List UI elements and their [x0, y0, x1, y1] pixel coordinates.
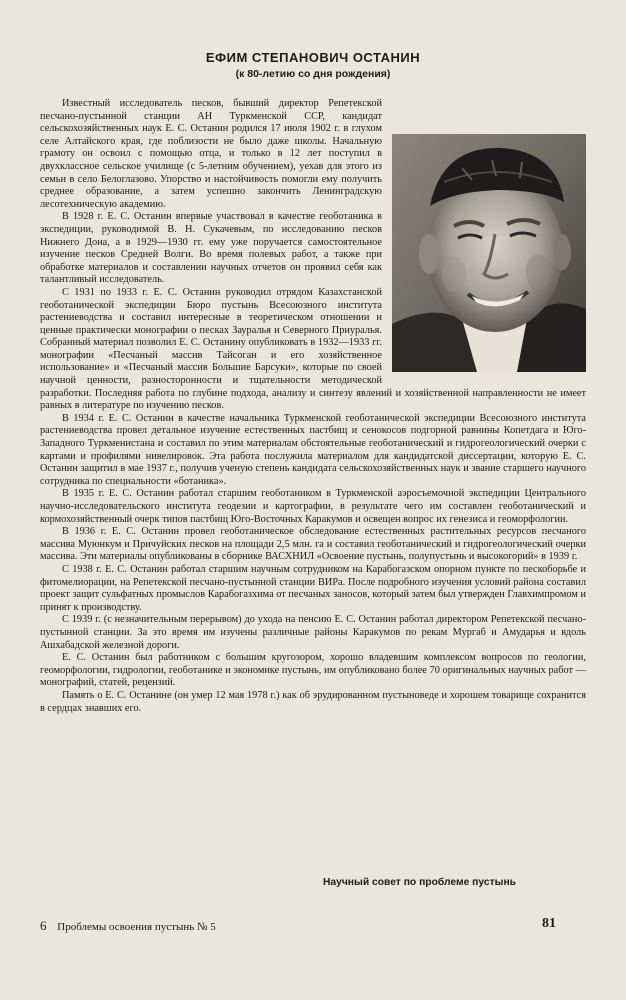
paragraph-9: Е. С. Останин был работником с большим кругозором, хорошо владевшим комплексом вопросов по геологии, геоморфологии, гидрологии, геоботанике и экономике пустынь, им опубликовано более 70 оригинальных научных работ — монографий, статей, рецензий.: [40, 652, 586, 689]
paragraph-5: В 1935 г. Е. С. Останин работал старшим геоботаником в Туркменской аэросъемочной экспедиции Центрального научно-исследовательского института геодезии и картографии, в результате чего им составлен геоботанический и кормохозяйственный очерк типов пастбищ Юго-Восточных Каракумов и освещен вопрос их генезиса и геоморфологии.: [40, 488, 586, 525]
article-body: [40, 98, 586, 715]
article-title: ЕФИМ СТЕПАНОВИЧ ОСТАНИН: [205, 50, 421, 65]
paragraph-2: В 1928 г. Е. С. Останин впервые участвовал в качестве геоботаника в экспедиции, руководимой В. Н. Сукачевым, по исследованию песков Нижнего Дона, а в 1929—1930 гг. ему уже поручается самостоятельное изучение песков Средней Волги. Во время полевых работ, а также при обработке материалов и составлении научных отчетов он проявил себя как талантливый исследователь.: [40, 211, 382, 286]
journal-name: Проблемы освоения пустынь № 5: [57, 921, 216, 933]
paragraph-10: Память о Е. С. Останине (он умер 12 мая 1978 г.) как об эрудированном пустыноведе и хорошем товарище сохранится в сердцах знавших его.: [40, 689, 586, 714]
portrait-image: [392, 134, 586, 372]
footer-journal: [40, 918, 216, 934]
signature-council: Научный совет по проблеме пустынь: [322, 877, 516, 888]
page-number: 81: [542, 916, 556, 931]
portrait-photo: [392, 134, 586, 372]
paragraph-8: С 1939 г. (с незначительным перерывом) до ухода на пенсию Е. С. Останин работал директором Репетекской песчано-пустынной станции. За это время им изучены различные районы Каракумов по рекам Мургаб и Амударья и вдоль Ашхабадской железной дороги.: [40, 614, 586, 651]
paragraph-6: В 1936 г. Е. С. Останин провел геоботаническое обследование естественных растительных ресурсов песчаного массива Муюнкум и Причуйских песков на площади 2,5 млн. га и составил геоботанический и гидрогеологический очерки массива. Эти материалы опубликованы в сборнике ВАСХНИЛ «Освоение пустынь, полупустынь и высокогорий» в 1939 г.: [40, 526, 586, 563]
paragraph-3: С 1931 по 1933 г. Е. С. Останин руководил отрядом Казахстанской геоботанической экспедиции Бюро пустынь Всесоюзного института растениеводства и составил интересные в теоретическом отношении и ценные практически монографии о песках Зауралья и Северного Приуралья. Собранный материал позволил Е. С. Останину опубликовать в 1932—1933 гг. монографии «Песчаный массив Тайсоган и его хозяйственное использование» и «Песчаный массив Большие Барсуки», которые по своей научной ценности, разносторонности и тщательности методической разработки. Последняя работа по глубине подхода, анализу и синтезу явлений и хозяйственной направленности не имеет равных в литературе по изучению песков.: [40, 286, 586, 412]
signature-mark: 6: [40, 918, 47, 933]
article-subtitle: (к 80-летию со дня рождения): [235, 68, 391, 80]
paragraph-7: С 1938 г. Е. С. Останин работал старшим научным сотрудником на Карабогазском опорном пункте по пескоборьбе и фитомелиорации, на Репетекской песчано-пустынной станции ВИРа. После подробного изучения условий района составил проект защит сульфатных промыслов Карабогазхима от песчаных заносов, который затем был утвержден Главхимпромом и принят к производству.: [40, 563, 586, 613]
paragraph-1: Известный исследователь песков, бывший директор Репетекской песчано-пустынной станции АН Туркменской ССР, кандидат сельскохозяйственных наук Е. С. Останин родился 17 июля 1902 г. в глухом селе Алтайского края, где поблизости не было даже школы. Начальную грамоту он освоил с помощью отца, и только в 12 лет поступил в двухклассное сельское училище (с 5-летним обучением), уехав для этого из семьи в село Белоглазово. Упорство и настойчивость помогли ему получить среднее образование, а затем успешно закончить Ленинградскую лесотехническую академию.: [40, 98, 382, 210]
paragraph-4: В 1934 г. Е. С. Останин в качестве начальника Туркменской геоботанической экспедиции Всесоюзного института растениеводства провел детальное изучение естественных пастбищ и сенокосов подгорной равнины Копетдага и Юго-Западного Туркменистана и составил по этим материалам обстоятельные геоботанический и гидрогеологический очерки с картами и профилями нивелировок. Эта работа послужила материалом для кандидатской диссертации, которую Е. С. Останин защитил в мае 1937 г., получив ученую степень кандидата сельскохозяйственных наук и звание старшего научного сотрудника по специальности «ботаника».: [40, 412, 586, 487]
